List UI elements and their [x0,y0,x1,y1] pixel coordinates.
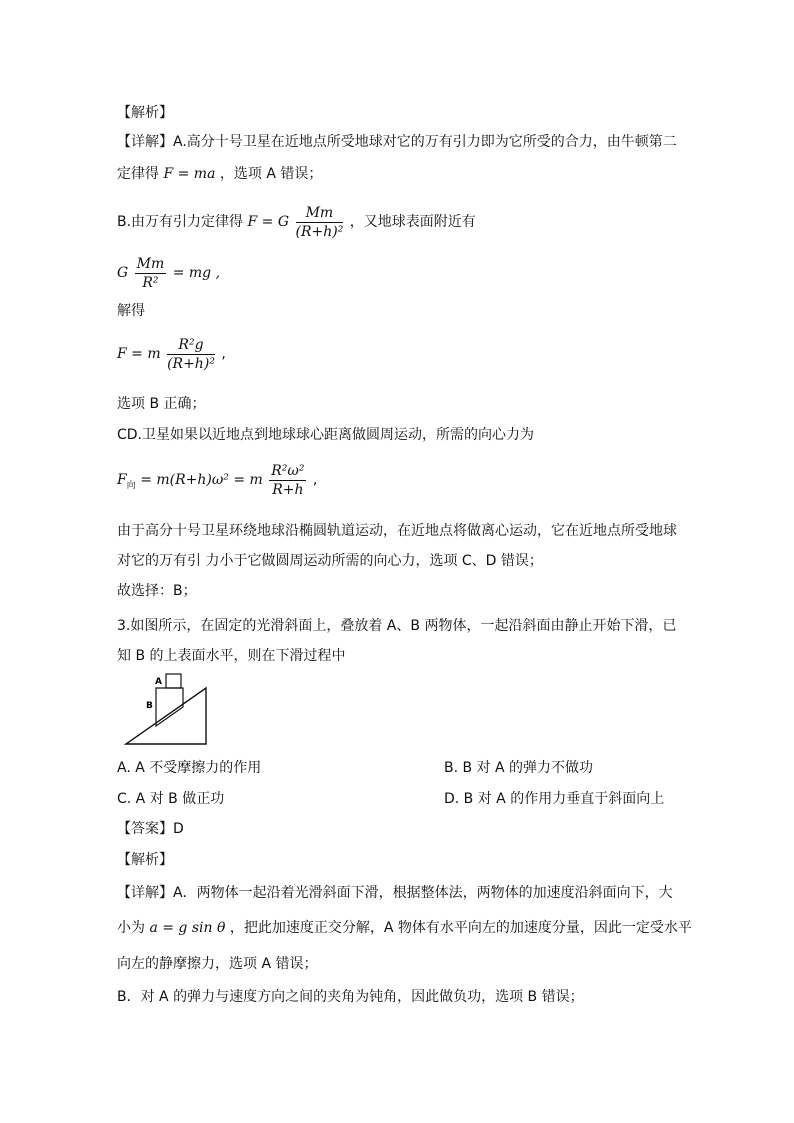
q3-detail-a-1: 【详解】A．两物体一起沿着光滑斜面下滑，根据整体法，两物体的加速度沿斜面向下，大 [117,885,673,901]
q3-detail-a-3: 向左的静摩擦力，选项 A 错误； [117,956,318,972]
surface-numerator: Mm [136,255,165,272]
gravity-formula-lhs: F = G [247,214,290,230]
label-b: B [146,701,153,711]
centripetal-formula [117,461,317,505]
detail-a-line-2-post: ，选项 A 错误； [219,166,323,182]
fx-lhs: F [117,472,127,488]
detail-a-line-2 [117,163,322,185]
option-c: C. A 对 B 做正功 [117,791,225,807]
cd-line: CD.卫星如果以近地点到地球球心距离做圆周运动，所需的向心力为 [117,427,535,443]
result-denominator: (R+h)² [167,355,215,372]
surface-fraction [135,255,167,292]
option-d: D. B 对 A 的作用力垂直于斜面向上 [444,791,665,807]
analysis-heading: 【解析】 [117,105,173,121]
jiede-label: 解得 [117,303,145,319]
q3-analysis-heading: 【解析】 [117,852,173,868]
fx-denominator: R+h [272,481,304,498]
incline-diagram [118,668,218,748]
gravity-numerator: Mm [296,204,344,223]
fx-fraction [269,462,306,499]
b-gravitation-line [117,203,476,241]
q3-stem: 3.如图所示，在固定的光滑斜面上，叠放着 A、B 两物体，一起沿斜面由静止开始下滑，已知 B 的上表面水平，则在下滑过程中 [117,618,677,664]
detail-a-line-1: 【详解】A.高分十号卫星在近地点所受地球对它的万有引力即为它所受的合力，由牛顿第二 [117,134,677,150]
b-line-pre: B.由万有引力定律得 [117,214,244,230]
b-line-post: ，又地球表面附近有 [349,214,476,230]
surface-gravity-formula [117,254,220,292]
surface-rhs: = mg , [172,265,221,281]
surface-g: G [117,265,129,281]
formula-f-ma: F = ma [163,166,216,182]
result-fraction [167,336,215,373]
b-correct: 选项 B 正确； [117,396,206,412]
detail-a-line-2-pre: 定律得 [117,166,159,182]
q3-detail-a-2-pre: 小为 [117,920,145,936]
result-tail: , [221,346,226,362]
block-a [166,674,181,688]
result-formula [117,335,226,373]
gravity-fraction [296,204,344,241]
label-a: A [155,677,162,687]
formula-a-g-sin: a = g sin θ [149,920,226,936]
surface-denominator: R² [142,274,159,291]
q3-answer: 【答案】D [117,821,184,837]
option-b: B. B 对 A 的弹力不做功 [444,760,594,776]
q3-detail-b: B．对 A 的弹力与速度方向之间的夹角为钝角，因此做负功，选项 B 错误； [117,989,584,1005]
cd-explanation: 由于高分十号卫星环绕地球沿椭圆轨道运动，在近地点将做离心运动，它在近地点所受地球对它的万有引 力小于它做圆周运动所需的向心力，选项 C、D 错误； [117,523,677,569]
fx-middle: = m(R+h)ω² = m [140,472,263,488]
option-a: A. A 不受摩擦力的作用 [117,760,262,776]
fx-tail: , [312,472,318,488]
result-numerator: R²g [167,336,215,355]
fx-numerator: R²ω² [271,462,305,479]
choice-line: 故选择：B； [117,583,197,599]
fx-subscript: 向 [126,480,136,491]
q3-detail-a-2 [117,917,692,939]
result-lhs: F = m [117,346,161,362]
gravity-denominator: (R+h)² [295,223,344,240]
incline-wedge [126,688,206,744]
q3-detail-a-2-post: ，把此加速度正交分解，A 物体有水平向左的加速度分量，因此一定受水平 [229,920,692,936]
